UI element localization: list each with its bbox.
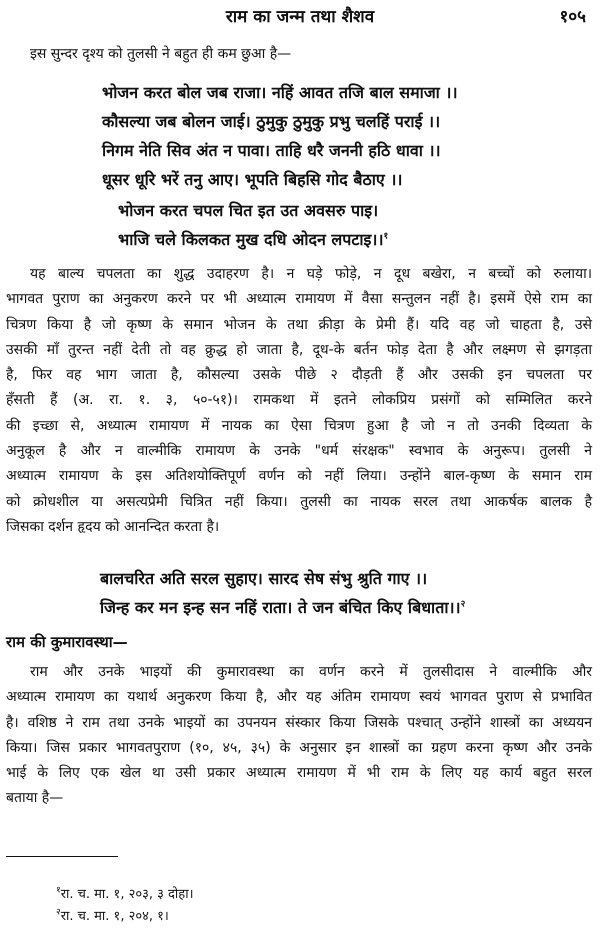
paragraph-line: अनुकूल है और न वाल्मीकि रामायण के उनके "धर्म संरक्षक" स्वभाव के अनुरूप। तुलसी ने	[6, 443, 592, 460]
paragraph-line: अध्यात्म रामायण का यथार्थ अनुकरण किया है, और यह अंतिम रामायण स्वयं भागवत पुराण से प्रभावित	[6, 689, 592, 706]
paragraph-balya	[6, 262, 592, 540]
paragraph-line: राम और उनके भाइयों की कुमारावस्था का वर्णन करने में तुलसीदास ने वाल्मीकि और	[30, 664, 592, 680]
footnote-divider	[6, 856, 118, 857]
footnote-2	[56, 908, 169, 926]
verse-line-text: भाजि चले किलकत मुख दधि ओदन लपटाइ।।	[118, 230, 384, 249]
page-number: १०५	[559, 7, 586, 27]
verse-chaupai-2	[100, 564, 465, 622]
intro-sentence: इस सुन्दर दृश्य को तुलसी ने बहुत ही कम छुआ है—	[30, 46, 292, 62]
footnote-1	[56, 886, 194, 904]
verse-line	[118, 225, 388, 254]
verse-line: निगम नेति सिव अंत न पावा। ताहि धरै जननी हठि धावा ।।	[102, 141, 441, 160]
paragraph-line: हँसती हैं (अ. रा. १. ३, ५०-५१)। रामकथा में इतने लोकप्रिय प्रसंगों को सम्मिलित करने	[6, 392, 592, 409]
verse-line: भोजन करत चपल चित इत उत अवसरु पाइ।	[118, 201, 379, 220]
footnote-ref: २	[460, 599, 466, 610]
verse-line: धूसर धूरि भरें तनु आए। भूपति बिहसि गोद बैठाए ।।	[102, 170, 403, 189]
verse-chaupai-1	[102, 78, 458, 194]
paragraph-kumaravastha	[6, 660, 592, 812]
verse-line: भोजन करत बोल जब राजा। नहिं आवत तजि बाल समाजा ।।	[102, 83, 458, 102]
paragraph-line: है, फिर वह भाग जाता है, कौसल्या उसके पीछे २ दौड़ती हैं और उसकी इन चपलता पर	[6, 367, 592, 384]
paragraph-line: बताया है—	[6, 790, 64, 807]
paragraph-line: यह बाल्य चपलता का शुद्ध उदाहरण है। न घड़े फोड़े, न दूध बखेरा, न बच्चों को रुलाया।	[30, 266, 592, 282]
paragraph-line: उसकी माँ तुरन्त नहीं देती तो वह क्रुद्ध हो जाता है, दूध-के बर्तन फोड़ देता है और लक्ष्मण से झगड़ता	[6, 341, 592, 358]
verse-line: बालचरित अति सरल सुहाए। सारद सेष संभु श्रुति गाए ।।	[100, 569, 428, 588]
footnote-mark: २	[56, 907, 61, 918]
paragraph-line: चित्रण किया है जो कृष्ण के समान भोजन के तथा क्रीड़ा के प्रेमी हैं। यदि वह जो चाहता है, उसे	[6, 316, 592, 333]
paragraph-line: है। वशिष्ठ ने राम तथा उनके भाइयों का उपनयन संस्कार किया जिसके पश्चात् उन्होंने शास्त्रों का अध्ययन	[6, 714, 592, 731]
verse-line	[100, 593, 465, 622]
paragraph-line: अध्यात्म रामायण के इस अतिशयोक्तिपूर्ण वर्णन को नहीं लिया। उन्होंने बाल-कृष्ण के समान राम	[6, 468, 592, 485]
footnote-ref: १	[383, 231, 389, 242]
running-head	[0, 4, 600, 30]
paragraph-line: किया। जिस प्रकार भागवतपुराण (१०, ४५, ३५) के अनुसार इन शास्त्रों का ग्रहण करना कृष्ण और उनके	[6, 739, 592, 756]
section-heading: राम की कुमारावस्था—	[6, 633, 128, 651]
paragraph-line: की इच्छा से, अध्यात्म रामायण में नायक का ऐसा चित्रण हुआ है जो न तो उनकी दिव्यता के	[6, 417, 592, 434]
verse-doha-1	[118, 196, 388, 254]
paragraph-line: जिसका दर्शन हृदय को आनन्दित करता है।	[6, 518, 220, 535]
footnote-mark: १	[56, 885, 61, 896]
footnote-text: रा. च. मा. १, २०४, १।	[60, 909, 169, 924]
paragraph-line: को क्रोधशील या असत्यप्रेमी चित्रित नहीं किया। तुलसी का नायक सरल तथा आकर्षक बालक है	[6, 493, 592, 510]
paragraph-line: भागवत पुराण का अनुकरण करने पर भी अध्यात्म रामायण में वैसा सन्तुलन नहीं है। इसमें ऐसे राम का	[6, 291, 592, 308]
chapter-title: राम का जन्म तथा शैशव	[225, 7, 375, 27]
verse-line-text: जिन्ह कर मन इन्ह सन नहिं राता। ते जन बंचित किए बिधाता।।	[100, 598, 461, 617]
verse-line: कौसल्या जब बोलन जाई। ठुमुकु ठुमुकु प्रभु चलहिं पराई ।।	[102, 112, 441, 131]
footnote-text: रा. च. मा. १, २०३, ३ दोहा।	[60, 887, 194, 902]
paragraph-line: भाई के लिए एक खेल था उसी प्रकार अध्यात्म रामायण में भी राम के लिए यह कार्य बहुत सरल	[6, 765, 592, 782]
